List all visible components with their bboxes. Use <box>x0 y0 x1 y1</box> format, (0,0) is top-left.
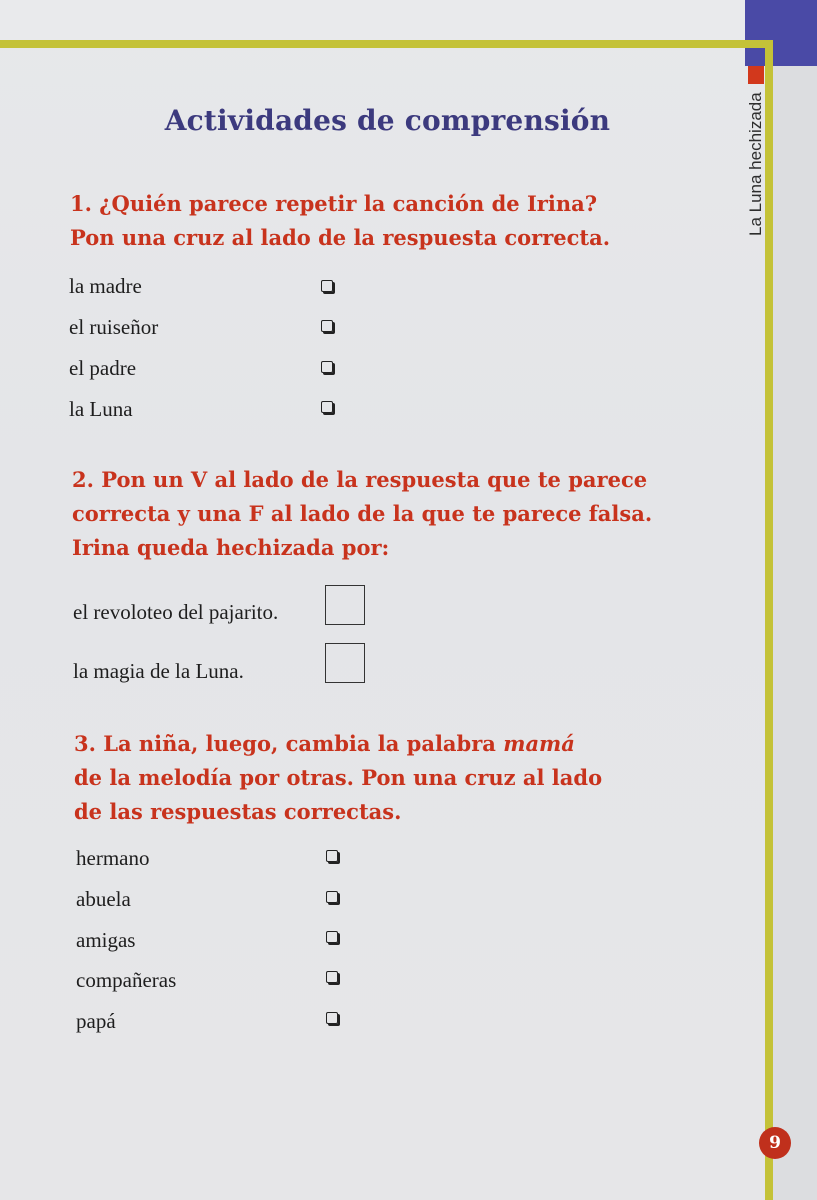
page-title: Actividades de comprensión <box>164 104 611 137</box>
q3-option-4-label: compañeras <box>76 968 177 992</box>
q3-option-4-checkbox[interactable] <box>326 971 338 983</box>
side-marker <box>748 66 764 84</box>
q3-option-3-checkbox[interactable] <box>326 931 338 943</box>
question-3-emphasis-word: mamá <box>503 731 575 756</box>
q1-option-2-label: el ruiseñor <box>69 315 159 339</box>
corner-tab <box>745 0 817 66</box>
question-3-line-2: de la melodía por otras. Pon una cruz al lado <box>74 765 603 790</box>
question-1-line-2: Pon una cruz al lado de la respuesta correcta. <box>70 225 611 250</box>
frame-top-border <box>0 40 773 48</box>
question-3-line-1-text: 3. La niña, luego, cambia la palabra <box>74 731 504 756</box>
top-strip <box>0 0 745 42</box>
q3-option-1-checkbox[interactable] <box>326 850 338 862</box>
q1-option-4-checkbox[interactable] <box>321 401 333 413</box>
q1-option-4-label: la Luna <box>69 397 133 421</box>
q1-option-1-label: la madre <box>69 274 142 298</box>
question-1-line-1: 1. ¿Quién parece repetir la canción de Irina? <box>70 191 598 216</box>
q2-option-1-label: el revoloteo del pajarito. <box>73 600 279 624</box>
question-3-line-1 <box>74 727 575 761</box>
q3-option-5-checkbox[interactable] <box>326 1012 338 1024</box>
q3-option-2-label: abuela <box>76 887 131 911</box>
q3-option-2-checkbox[interactable] <box>326 891 338 903</box>
q1-option-3-checkbox[interactable] <box>321 361 333 373</box>
q2-option-2-label: la magia de la Luna. <box>73 659 244 683</box>
q1-option-2-checkbox[interactable] <box>321 320 333 332</box>
q3-option-5-label: papá <box>76 1009 116 1033</box>
q1-option-1-checkbox[interactable] <box>321 280 333 292</box>
q1-option-3-label: el padre <box>69 356 137 380</box>
q2-option-1-answer-box[interactable] <box>325 585 365 625</box>
side-title: La Luna hechizada <box>746 92 765 236</box>
page-number-badge: 9 <box>759 1127 791 1159</box>
right-margin <box>773 66 817 1200</box>
question-3-line-3: de las respuestas correctas. <box>74 799 402 824</box>
question-2-line-2: correcta y una F al lado de la que te parece falsa. <box>72 501 653 526</box>
q2-option-2-answer-box[interactable] <box>325 643 365 683</box>
question-2-line-1: 2. Pon un V al lado de la respuesta que te parece <box>72 467 648 492</box>
question-2-line-3: Irina queda hechizada por: <box>72 535 390 560</box>
q3-option-1-label: hermano <box>76 846 150 870</box>
q3-option-3-label: amigas <box>76 928 136 952</box>
